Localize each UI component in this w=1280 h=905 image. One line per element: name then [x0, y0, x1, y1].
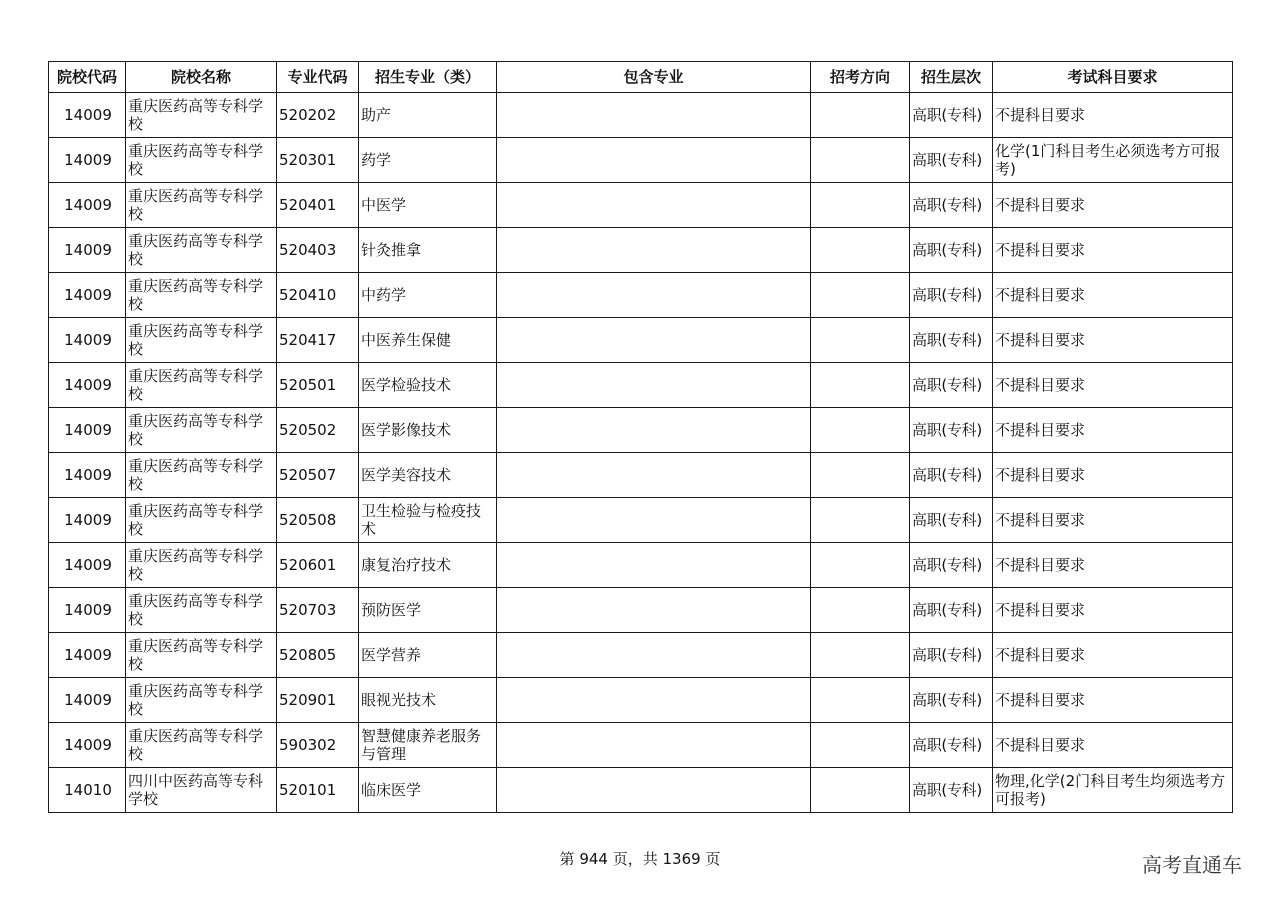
level-cell: 高职(专科) — [910, 723, 993, 768]
table-row — [49, 93, 1233, 138]
major-cell: 医学影像技术 — [359, 408, 497, 453]
school-code-header: 院校代码 — [49, 62, 126, 93]
school-name-cell: 重庆医药高等专科学校 — [126, 588, 277, 633]
requirement-cell: 物理,化学(2门科目考生均须选考方可报考) — [993, 768, 1233, 813]
direction-cell — [811, 363, 910, 408]
school-name-header: 院校名称 — [126, 62, 277, 93]
school-code-cell: 14009 — [49, 678, 126, 723]
table-row — [49, 723, 1233, 768]
included-majors-cell — [497, 408, 811, 453]
school-code-cell: 14009 — [49, 588, 126, 633]
major-cell: 药学 — [359, 138, 497, 183]
requirement-cell: 不提科目要求 — [993, 363, 1233, 408]
requirement-cell: 不提科目要求 — [993, 318, 1233, 363]
included-majors-cell — [497, 678, 811, 723]
school-code-cell: 14009 — [49, 138, 126, 183]
school-name-cell: 四川中医药高等专科学校 — [126, 768, 277, 813]
level-cell: 高职(专科) — [910, 138, 993, 183]
school-name-cell: 重庆医药高等专科学校 — [126, 363, 277, 408]
table-row — [49, 633, 1233, 678]
major-code-cell: 520501 — [277, 363, 359, 408]
major-header: 招生专业（类） — [359, 62, 497, 93]
table-row — [49, 768, 1233, 813]
direction-cell — [811, 723, 910, 768]
level-cell: 高职(专科) — [910, 768, 993, 813]
major-code-cell: 520507 — [277, 453, 359, 498]
level-cell: 高职(专科) — [910, 498, 993, 543]
major-code-header: 专业代码 — [277, 62, 359, 93]
school-code-cell: 14009 — [49, 363, 126, 408]
direction-header: 招考方向 — [811, 62, 910, 93]
major-cell: 康复治疗技术 — [359, 543, 497, 588]
school-code-cell: 14009 — [49, 273, 126, 318]
level-cell: 高职(专科) — [910, 633, 993, 678]
included-majors-cell — [497, 723, 811, 768]
level-cell: 高职(专科) — [910, 453, 993, 498]
level-cell: 高职(专科) — [910, 588, 993, 633]
major-code-cell: 590302 — [277, 723, 359, 768]
major-cell: 眼视光技术 — [359, 678, 497, 723]
table-row — [49, 408, 1233, 453]
major-cell: 中药学 — [359, 273, 497, 318]
included-majors-cell — [497, 768, 811, 813]
table-row — [49, 138, 1233, 183]
major-cell: 智慧健康养老服务与管理 — [359, 723, 497, 768]
school-code-cell: 14009 — [49, 228, 126, 273]
direction-cell — [811, 183, 910, 228]
major-code-cell: 520601 — [277, 543, 359, 588]
major-cell: 预防医学 — [359, 588, 497, 633]
table-header-row — [49, 62, 1233, 93]
level-cell: 高职(专科) — [910, 183, 993, 228]
requirement-cell: 不提科目要求 — [993, 228, 1233, 273]
school-name-cell: 重庆医药高等专科学校 — [126, 633, 277, 678]
included-majors-cell — [497, 633, 811, 678]
included-majors-cell — [497, 183, 811, 228]
level-cell: 高职(专科) — [910, 273, 993, 318]
table-row — [49, 183, 1233, 228]
major-cell: 医学营养 — [359, 633, 497, 678]
school-name-cell: 重庆医药高等专科学校 — [126, 183, 277, 228]
admissions-table — [48, 61, 1233, 813]
level-cell: 高职(专科) — [910, 408, 993, 453]
included-majors-cell — [497, 453, 811, 498]
major-cell: 医学美容技术 — [359, 453, 497, 498]
major-code-cell: 520417 — [277, 318, 359, 363]
school-code-cell: 14009 — [49, 318, 126, 363]
major-code-cell: 520202 — [277, 93, 359, 138]
level-cell: 高职(专科) — [910, 543, 993, 588]
major-code-cell: 520401 — [277, 183, 359, 228]
included-majors-cell — [497, 543, 811, 588]
included-majors-cell — [497, 93, 811, 138]
major-code-cell: 520101 — [277, 768, 359, 813]
school-name-cell: 重庆医药高等专科学校 — [126, 228, 277, 273]
direction-cell — [811, 768, 910, 813]
direction-cell — [811, 228, 910, 273]
level-cell: 高职(专科) — [910, 228, 993, 273]
page-number: 第 944 页，共 1369 页 — [559, 850, 721, 868]
major-code-cell: 520410 — [277, 273, 359, 318]
school-code-cell: 14009 — [49, 408, 126, 453]
school-code-cell: 14009 — [49, 453, 126, 498]
requirement-cell: 不提科目要求 — [993, 723, 1233, 768]
requirement-cell: 不提科目要求 — [993, 453, 1233, 498]
school-code-cell: 14009 — [49, 723, 126, 768]
requirement-cell: 不提科目要求 — [993, 183, 1233, 228]
table-row — [49, 678, 1233, 723]
requirement-header: 考试科目要求 — [993, 62, 1233, 93]
direction-cell — [811, 498, 910, 543]
school-name-cell: 重庆医药高等专科学校 — [126, 408, 277, 453]
school-name-cell: 重庆医药高等专科学校 — [126, 93, 277, 138]
table-row — [49, 498, 1233, 543]
major-cell: 中医学 — [359, 183, 497, 228]
level-cell: 高职(专科) — [910, 678, 993, 723]
major-cell: 临床医学 — [359, 768, 497, 813]
major-code-cell: 520805 — [277, 633, 359, 678]
level-header: 招生层次 — [910, 62, 993, 93]
included-majors-cell — [497, 363, 811, 408]
table-row — [49, 453, 1233, 498]
school-name-cell: 重庆医药高等专科学校 — [126, 138, 277, 183]
major-code-cell: 520301 — [277, 138, 359, 183]
direction-cell — [811, 453, 910, 498]
school-name-cell: 重庆医药高等专科学校 — [126, 723, 277, 768]
requirement-cell: 不提科目要求 — [993, 93, 1233, 138]
table-row — [49, 543, 1233, 588]
direction-cell — [811, 633, 910, 678]
major-code-cell: 520403 — [277, 228, 359, 273]
direction-cell — [811, 408, 910, 453]
major-code-cell: 520502 — [277, 408, 359, 453]
major-code-cell: 520508 — [277, 498, 359, 543]
school-name-cell: 重庆医药高等专科学校 — [126, 453, 277, 498]
requirement-cell: 不提科目要求 — [993, 498, 1233, 543]
requirement-cell: 不提科目要求 — [993, 273, 1233, 318]
included-majors-cell — [497, 138, 811, 183]
direction-cell — [811, 273, 910, 318]
included-majors-cell — [497, 498, 811, 543]
level-cell: 高职(专科) — [910, 363, 993, 408]
table-row — [49, 273, 1233, 318]
requirement-cell: 不提科目要求 — [993, 678, 1233, 723]
school-name-cell: 重庆医药高等专科学校 — [126, 498, 277, 543]
table-row — [49, 318, 1233, 363]
included-majors-cell — [497, 588, 811, 633]
major-code-cell: 520901 — [277, 678, 359, 723]
direction-cell — [811, 543, 910, 588]
requirement-cell: 不提科目要求 — [993, 588, 1233, 633]
major-cell: 助产 — [359, 93, 497, 138]
table-row — [49, 228, 1233, 273]
watermark-text: 高考直通车 — [1142, 853, 1242, 877]
included-majors-cell — [497, 228, 811, 273]
level-cell: 高职(专科) — [910, 93, 993, 138]
major-cell: 中医养生保健 — [359, 318, 497, 363]
school-name-cell: 重庆医药高等专科学校 — [126, 543, 277, 588]
school-name-cell: 重庆医药高等专科学校 — [126, 318, 277, 363]
direction-cell — [811, 93, 910, 138]
major-code-cell: 520703 — [277, 588, 359, 633]
school-code-cell: 14010 — [49, 768, 126, 813]
school-code-cell: 14009 — [49, 498, 126, 543]
school-code-cell: 14009 — [49, 93, 126, 138]
direction-cell — [811, 588, 910, 633]
table-row — [49, 363, 1233, 408]
school-name-cell: 重庆医药高等专科学校 — [126, 273, 277, 318]
major-cell: 卫生检验与检疫技术 — [359, 498, 497, 543]
table-row — [49, 588, 1233, 633]
major-cell: 针灸推拿 — [359, 228, 497, 273]
direction-cell — [811, 318, 910, 363]
major-cell: 医学检验技术 — [359, 363, 497, 408]
school-code-cell: 14009 — [49, 633, 126, 678]
school-code-cell: 14009 — [49, 183, 126, 228]
table-body — [49, 93, 1233, 813]
school-name-cell: 重庆医药高等专科学校 — [126, 678, 277, 723]
requirement-cell: 化学(1门科目考生必须选考方可报考) — [993, 138, 1233, 183]
direction-cell — [811, 138, 910, 183]
included-majors-header: 包含专业 — [497, 62, 811, 93]
direction-cell — [811, 678, 910, 723]
included-majors-cell — [497, 318, 811, 363]
included-majors-cell — [497, 273, 811, 318]
requirement-cell: 不提科目要求 — [993, 408, 1233, 453]
school-code-cell: 14009 — [49, 543, 126, 588]
requirement-cell: 不提科目要求 — [993, 543, 1233, 588]
requirement-cell: 不提科目要求 — [993, 633, 1233, 678]
level-cell: 高职(专科) — [910, 318, 993, 363]
